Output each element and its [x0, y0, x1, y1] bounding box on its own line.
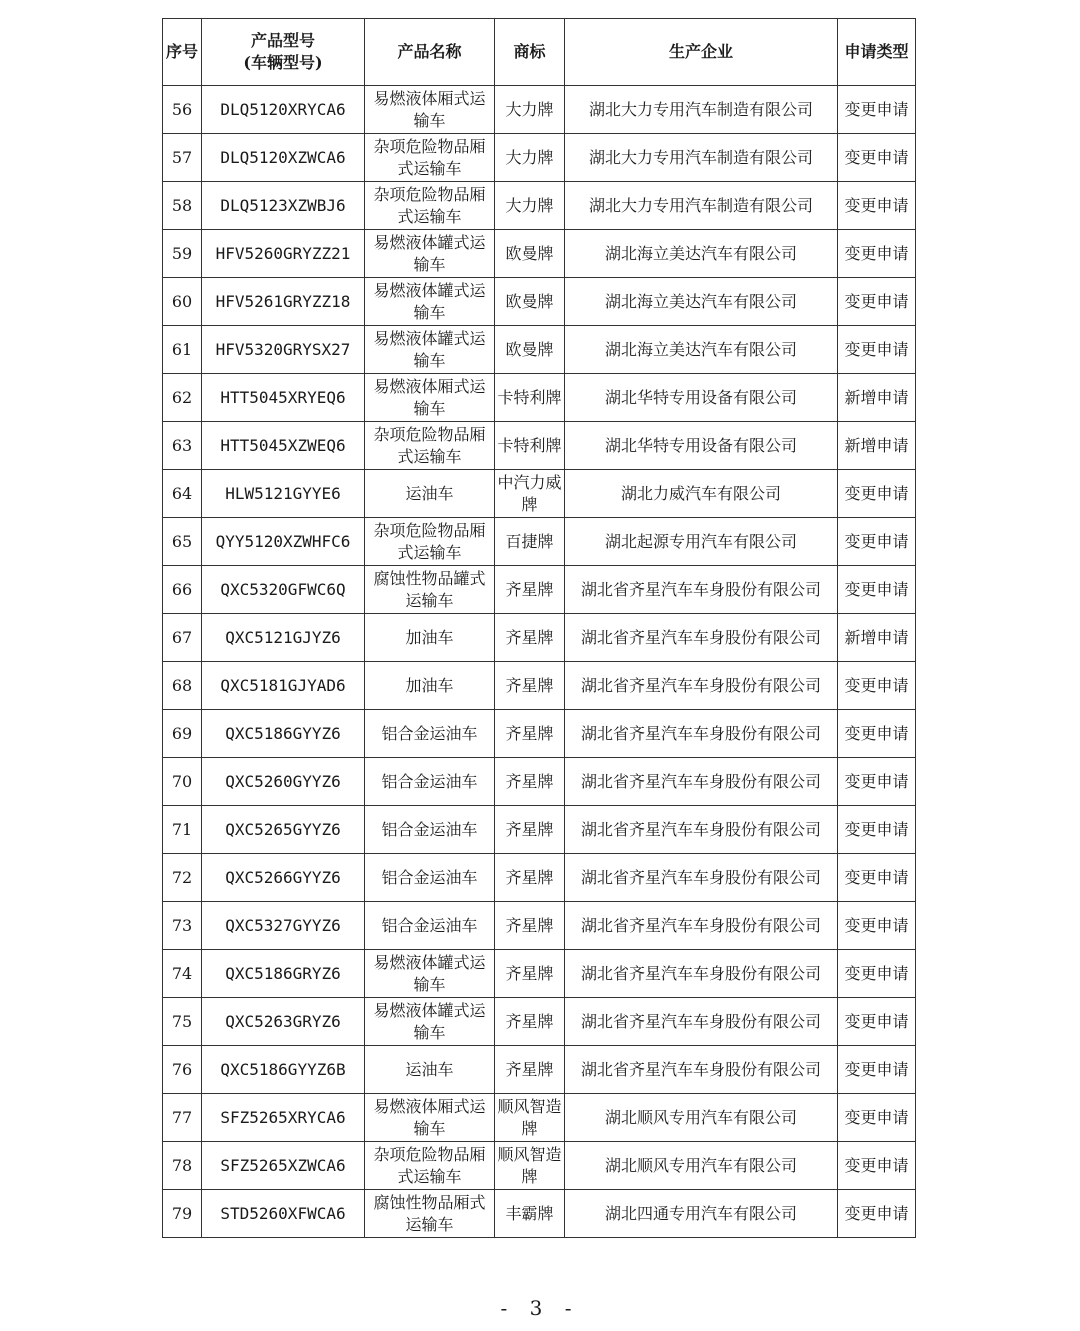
cell-model: STD5260XFWCA6: [202, 1190, 365, 1238]
header-name: 产品名称: [365, 19, 495, 86]
cell-type: 变更申请: [838, 902, 916, 950]
cell-no: 72: [163, 854, 202, 902]
header-company: 生产企业: [565, 19, 838, 86]
cell-company: 湖北省齐星汽车车身股份有限公司: [565, 566, 838, 614]
cell-model: SFZ5265XRYCA6: [202, 1094, 365, 1142]
cell-name: 运油车: [365, 1046, 495, 1094]
header-model-line1: 产品型号: [250, 31, 315, 50]
cell-brand: 齐星牌: [495, 710, 565, 758]
cell-brand: 大力牌: [495, 182, 565, 230]
cell-company: 湖北省齐星汽车车身股份有限公司: [565, 950, 838, 998]
cell-no: 60: [163, 278, 202, 326]
cell-company: 湖北海立美达汽车有限公司: [565, 230, 838, 278]
cell-company: 湖北华特专用设备有限公司: [565, 374, 838, 422]
cell-no: 64: [163, 470, 202, 518]
cell-no: 73: [163, 902, 202, 950]
cell-name: 杂项危险物品厢式运输车: [365, 134, 495, 182]
table-row: [163, 230, 916, 278]
cell-company: 湖北大力专用汽车制造有限公司: [565, 182, 838, 230]
cell-name: 杂项危险物品厢式运输车: [365, 518, 495, 566]
cell-model: DLQ5123XZWBJ6: [202, 182, 365, 230]
cell-brand: 齐星牌: [495, 614, 565, 662]
cell-no: 57: [163, 134, 202, 182]
cell-no: 61: [163, 326, 202, 374]
cell-type: 变更申请: [838, 134, 916, 182]
cell-name: 腐蚀性物品罐式运输车: [365, 566, 495, 614]
table-row: [163, 566, 916, 614]
cell-type: 变更申请: [838, 662, 916, 710]
cell-type: 变更申请: [838, 1190, 916, 1238]
cell-no: 69: [163, 710, 202, 758]
cell-model: HTT5045XZWEQ6: [202, 422, 365, 470]
cell-name: 铝合金运油车: [365, 710, 495, 758]
cell-no: 63: [163, 422, 202, 470]
cell-model: HFV5320GRYSX27: [202, 326, 365, 374]
cell-name: 易燃液体罐式运输车: [365, 950, 495, 998]
cell-type: 变更申请: [838, 326, 916, 374]
table-row: [163, 1094, 916, 1142]
cell-company: 湖北顺风专用汽车有限公司: [565, 1094, 838, 1142]
table-row: [163, 662, 916, 710]
table-row: [163, 86, 916, 134]
cell-brand: 欧曼牌: [495, 230, 565, 278]
cell-model: HFV5261GRYZZ18: [202, 278, 365, 326]
cell-type: 变更申请: [838, 278, 916, 326]
cell-no: 75: [163, 998, 202, 1046]
product-table: [162, 18, 916, 1238]
table-row: [163, 1142, 916, 1190]
cell-name: 铝合金运油车: [365, 902, 495, 950]
cell-company: 湖北省齐星汽车车身股份有限公司: [565, 614, 838, 662]
cell-company: 湖北起源专用汽车有限公司: [565, 518, 838, 566]
table-row: [163, 710, 916, 758]
cell-brand: 齐星牌: [495, 854, 565, 902]
cell-brand: 顺风智造牌: [495, 1142, 565, 1190]
cell-model: QXC5320GFWC6Q: [202, 566, 365, 614]
cell-type: 变更申请: [838, 182, 916, 230]
cell-type: 变更申请: [838, 1142, 916, 1190]
cell-brand: 丰霸牌: [495, 1190, 565, 1238]
table-row: [163, 950, 916, 998]
cell-name: 易燃液体罐式运输车: [365, 278, 495, 326]
cell-company: 湖北顺风专用汽车有限公司: [565, 1142, 838, 1190]
cell-no: 56: [163, 86, 202, 134]
cell-model: QXC5181GJYAD6: [202, 662, 365, 710]
cell-brand: 齐星牌: [495, 662, 565, 710]
header-no: 序号: [163, 19, 202, 86]
cell-company: 湖北四通专用汽车有限公司: [565, 1190, 838, 1238]
cell-company: 湖北大力专用汽车制造有限公司: [565, 86, 838, 134]
cell-company: 湖北省齐星汽车车身股份有限公司: [565, 806, 838, 854]
cell-company: 湖北大力专用汽车制造有限公司: [565, 134, 838, 182]
header-type: 申请类型: [838, 19, 916, 86]
cell-name: 腐蚀性物品厢式运输车: [365, 1190, 495, 1238]
cell-brand: 百捷牌: [495, 518, 565, 566]
cell-type: 变更申请: [838, 86, 916, 134]
cell-model: QXC5327GYYZ6: [202, 902, 365, 950]
cell-no: 58: [163, 182, 202, 230]
cell-model: QXC5266GYYZ6: [202, 854, 365, 902]
cell-brand: 齐星牌: [495, 1046, 565, 1094]
table-row: [163, 374, 916, 422]
header-model: [202, 19, 365, 86]
cell-company: 湖北海立美达汽车有限公司: [565, 326, 838, 374]
cell-brand: 齐星牌: [495, 902, 565, 950]
cell-name: 易燃液体罐式运输车: [365, 998, 495, 1046]
cell-name: 易燃液体厢式运输车: [365, 374, 495, 422]
table-row: [163, 902, 916, 950]
cell-name: 铝合金运油车: [365, 806, 495, 854]
table-header-row: [163, 19, 916, 86]
cell-brand: 齐星牌: [495, 950, 565, 998]
cell-company: 湖北省齐星汽车车身股份有限公司: [565, 1046, 838, 1094]
table-row: [163, 758, 916, 806]
table-row: [163, 614, 916, 662]
cell-brand: 中汽力威牌: [495, 470, 565, 518]
cell-brand: 卡特利牌: [495, 422, 565, 470]
cell-no: 71: [163, 806, 202, 854]
cell-model: QXC5186GYYZ6B: [202, 1046, 365, 1094]
cell-type: 变更申请: [838, 470, 916, 518]
cell-model: QXC5263GRYZ6: [202, 998, 365, 1046]
cell-model: QXC5186GRYZ6: [202, 950, 365, 998]
cell-name: 易燃液体厢式运输车: [365, 1094, 495, 1142]
cell-no: 79: [163, 1190, 202, 1238]
cell-no: 65: [163, 518, 202, 566]
cell-type: 变更申请: [838, 710, 916, 758]
cell-type: 变更申请: [838, 854, 916, 902]
cell-no: 68: [163, 662, 202, 710]
cell-model: QXC5260GYYZ6: [202, 758, 365, 806]
cell-type: 新增申请: [838, 614, 916, 662]
cell-name: 易燃液体罐式运输车: [365, 230, 495, 278]
cell-company: 湖北省齐星汽车车身股份有限公司: [565, 902, 838, 950]
cell-no: 66: [163, 566, 202, 614]
cell-type: 变更申请: [838, 566, 916, 614]
cell-name: 铝合金运油车: [365, 854, 495, 902]
cell-name: 易燃液体厢式运输车: [365, 86, 495, 134]
table-row: [163, 134, 916, 182]
cell-type: 变更申请: [838, 758, 916, 806]
table-row: [163, 1046, 916, 1094]
cell-model: QXC5186GYYZ6: [202, 710, 365, 758]
cell-model: HLW5121GYYE6: [202, 470, 365, 518]
cell-type: 变更申请: [838, 518, 916, 566]
cell-company: 湖北省齐星汽车车身股份有限公司: [565, 662, 838, 710]
table-row: [163, 806, 916, 854]
table-row: [163, 998, 916, 1046]
cell-model: QXC5121GJYZ6: [202, 614, 365, 662]
cell-company: 湖北省齐星汽车车身股份有限公司: [565, 710, 838, 758]
cell-company: 湖北省齐星汽车车身股份有限公司: [565, 998, 838, 1046]
cell-name: 铝合金运油车: [365, 758, 495, 806]
cell-company: 湖北省齐星汽车车身股份有限公司: [565, 758, 838, 806]
cell-brand: 欧曼牌: [495, 326, 565, 374]
cell-name: 杂项危险物品厢式运输车: [365, 1142, 495, 1190]
cell-company: 湖北华特专用设备有限公司: [565, 422, 838, 470]
cell-type: 变更申请: [838, 230, 916, 278]
cell-no: 70: [163, 758, 202, 806]
cell-name: 易燃液体罐式运输车: [365, 326, 495, 374]
table-row: [163, 278, 916, 326]
cell-no: 78: [163, 1142, 202, 1190]
cell-type: 变更申请: [838, 1046, 916, 1094]
page-number: - 3 -: [500, 1296, 580, 1320]
cell-name: 运油车: [365, 470, 495, 518]
cell-no: 67: [163, 614, 202, 662]
table-row: [163, 854, 916, 902]
cell-name: 杂项危险物品厢式运输车: [365, 182, 495, 230]
cell-type: 新增申请: [838, 422, 916, 470]
cell-brand: 大力牌: [495, 134, 565, 182]
cell-type: 变更申请: [838, 950, 916, 998]
cell-brand: 齐星牌: [495, 998, 565, 1046]
cell-company: 湖北海立美达汽车有限公司: [565, 278, 838, 326]
table-row: [163, 182, 916, 230]
cell-company: 湖北力威汽车有限公司: [565, 470, 838, 518]
cell-model: SFZ5265XZWCA6: [202, 1142, 365, 1190]
table-row: [163, 326, 916, 374]
cell-model: QYY5120XZWHFC6: [202, 518, 365, 566]
cell-brand: 大力牌: [495, 86, 565, 134]
cell-model: HTT5045XRYEQ6: [202, 374, 365, 422]
cell-brand: 齐星牌: [495, 806, 565, 854]
cell-name: 杂项危险物品厢式运输车: [365, 422, 495, 470]
cell-model: HFV5260GRYZZ21: [202, 230, 365, 278]
cell-no: 74: [163, 950, 202, 998]
cell-model: DLQ5120XRYCA6: [202, 86, 365, 134]
cell-brand: 顺风智造牌: [495, 1094, 565, 1142]
header-brand: 商标: [495, 19, 565, 86]
table-row: [163, 1190, 916, 1238]
cell-type: 变更申请: [838, 998, 916, 1046]
cell-no: 77: [163, 1094, 202, 1142]
table-row: [163, 422, 916, 470]
cell-brand: 卡特利牌: [495, 374, 565, 422]
cell-brand: 齐星牌: [495, 566, 565, 614]
cell-no: 76: [163, 1046, 202, 1094]
cell-type: 变更申请: [838, 806, 916, 854]
cell-type: 新增申请: [838, 374, 916, 422]
header-model-line2: (车辆型号): [243, 53, 323, 72]
table-body: [163, 86, 916, 1238]
table-row: [163, 518, 916, 566]
cell-model: DLQ5120XZWCA6: [202, 134, 365, 182]
cell-name: 加油车: [365, 662, 495, 710]
cell-type: 变更申请: [838, 1094, 916, 1142]
cell-no: 62: [163, 374, 202, 422]
cell-brand: 齐星牌: [495, 758, 565, 806]
cell-company: 湖北省齐星汽车车身股份有限公司: [565, 854, 838, 902]
cell-no: 59: [163, 230, 202, 278]
cell-brand: 欧曼牌: [495, 278, 565, 326]
cell-model: QXC5265GYYZ6: [202, 806, 365, 854]
table-row: [163, 470, 916, 518]
cell-name: 加油车: [365, 614, 495, 662]
